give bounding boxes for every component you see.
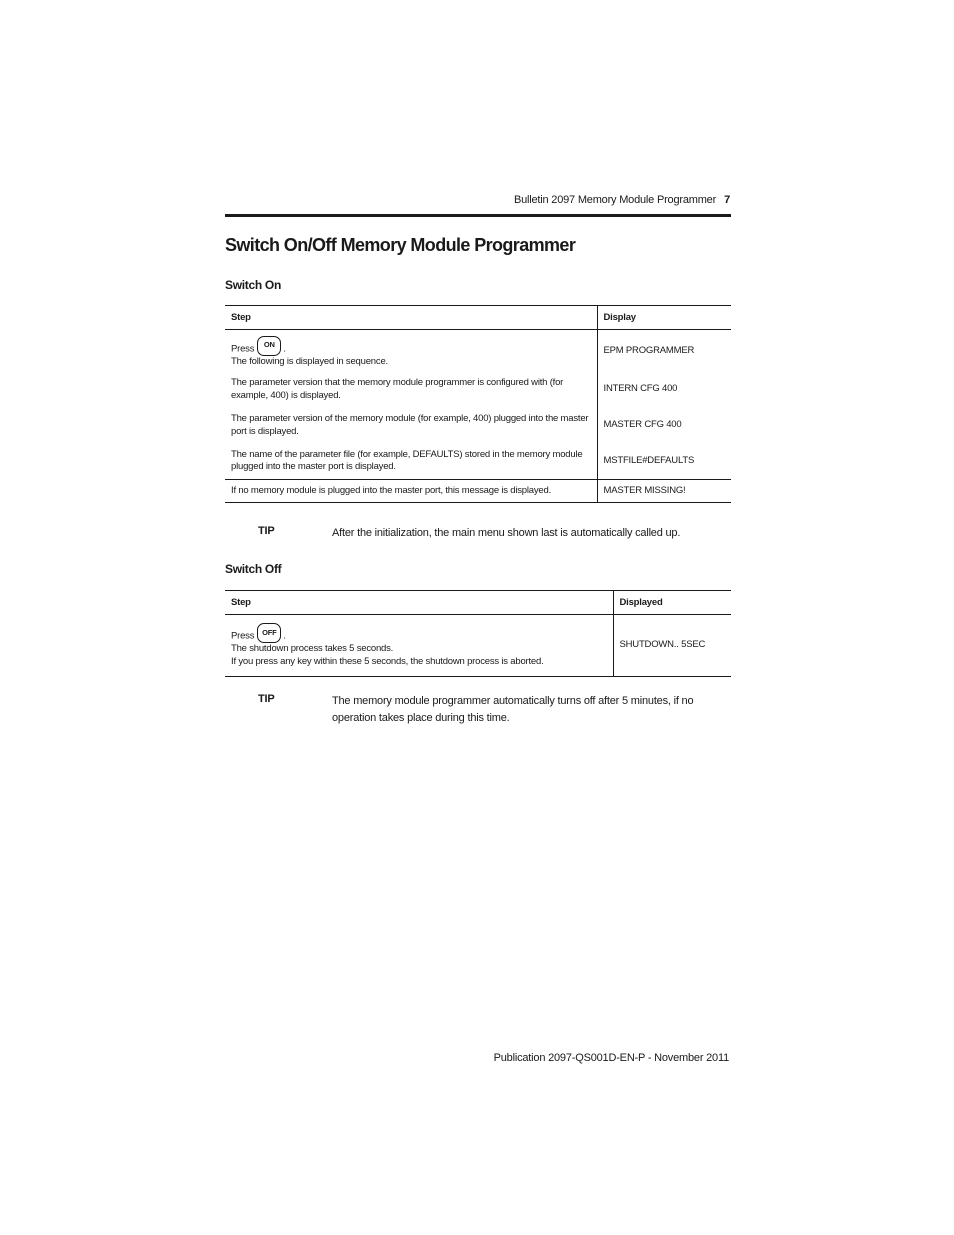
table-row	[225, 480, 731, 503]
table-header-row	[225, 306, 731, 330]
display-cell: MASTER CFG 400	[597, 408, 731, 444]
step-text: If no memory module is plugged into the master port, this message is displayed.	[225, 480, 597, 503]
press-line	[231, 623, 607, 643]
switch-off-table	[225, 590, 731, 677]
table-row	[225, 330, 731, 372]
table-row	[225, 615, 731, 677]
running-header	[514, 194, 730, 206]
press-line	[231, 336, 591, 356]
display-cell: INTERN CFG 400	[597, 372, 731, 408]
publication-footer: Publication 2097-QS001D-EN-P - November 2011	[493, 1052, 729, 1064]
tip-label: TIP	[258, 693, 275, 705]
press-label: Press	[231, 343, 255, 354]
table-row	[225, 372, 731, 408]
step-text: The name of the parameter file (for example, DEFAULTS) stored in the memory module plugged into the master port is displayed.	[231, 448, 583, 473]
table-row	[225, 444, 731, 480]
step-cell	[225, 615, 613, 677]
col-header-display: Displayed	[613, 591, 731, 615]
switch-on-title: Switch On	[225, 278, 281, 292]
tip-text: After the initialization, the main menu shown last is automatically called up.	[332, 527, 681, 539]
display-cell: MASTER MISSING!	[597, 480, 731, 503]
off-key-icon: OFF	[257, 623, 281, 643]
running-title: Bulletin 2097 Memory Module Programmer	[513, 194, 717, 206]
step-text: The parameter version that the memory module programmer is configured with (for example, 400) is displayed.	[231, 377, 564, 401]
step-text: The parameter version of the memory module (for example, 400) plugged into the master port is displayed.	[231, 413, 589, 437]
tip-label: TIP	[258, 525, 275, 537]
display-cell: SHUTDOWN.. 5SEC	[613, 615, 731, 677]
table-row	[225, 408, 731, 444]
section-title: Switch On/Off Memory Module Programmer	[225, 235, 576, 255]
display-cell: EPM PROGRAMMER	[597, 330, 731, 372]
press-suffix: .	[283, 343, 286, 354]
page-number: 7	[724, 194, 730, 206]
switch-on-table	[225, 305, 731, 503]
step-text: If you press any key within these 5 seconds, the shutdown process is aborted.	[231, 655, 544, 667]
tip-text: The memory module programmer automatically turns off after 5 minutes, if no operation takes place during this time.	[332, 695, 694, 724]
on-key-icon: ON	[257, 336, 281, 356]
switch-off-title: Switch Off	[225, 562, 282, 576]
table-header-row	[225, 591, 731, 615]
step-text: The following is displayed in sequence.	[231, 355, 388, 367]
col-header-display: Display	[597, 306, 731, 330]
col-header-step: Step	[225, 591, 613, 615]
press-suffix: .	[283, 630, 286, 642]
step-cell	[225, 330, 597, 372]
col-header-step: Step	[225, 306, 597, 330]
step-text: The shutdown process takes 5 seconds.	[231, 643, 394, 654]
press-label: Press	[231, 630, 255, 642]
header-rule	[225, 214, 731, 217]
display-cell: MSTFILE#DEFAULTS	[597, 444, 731, 480]
